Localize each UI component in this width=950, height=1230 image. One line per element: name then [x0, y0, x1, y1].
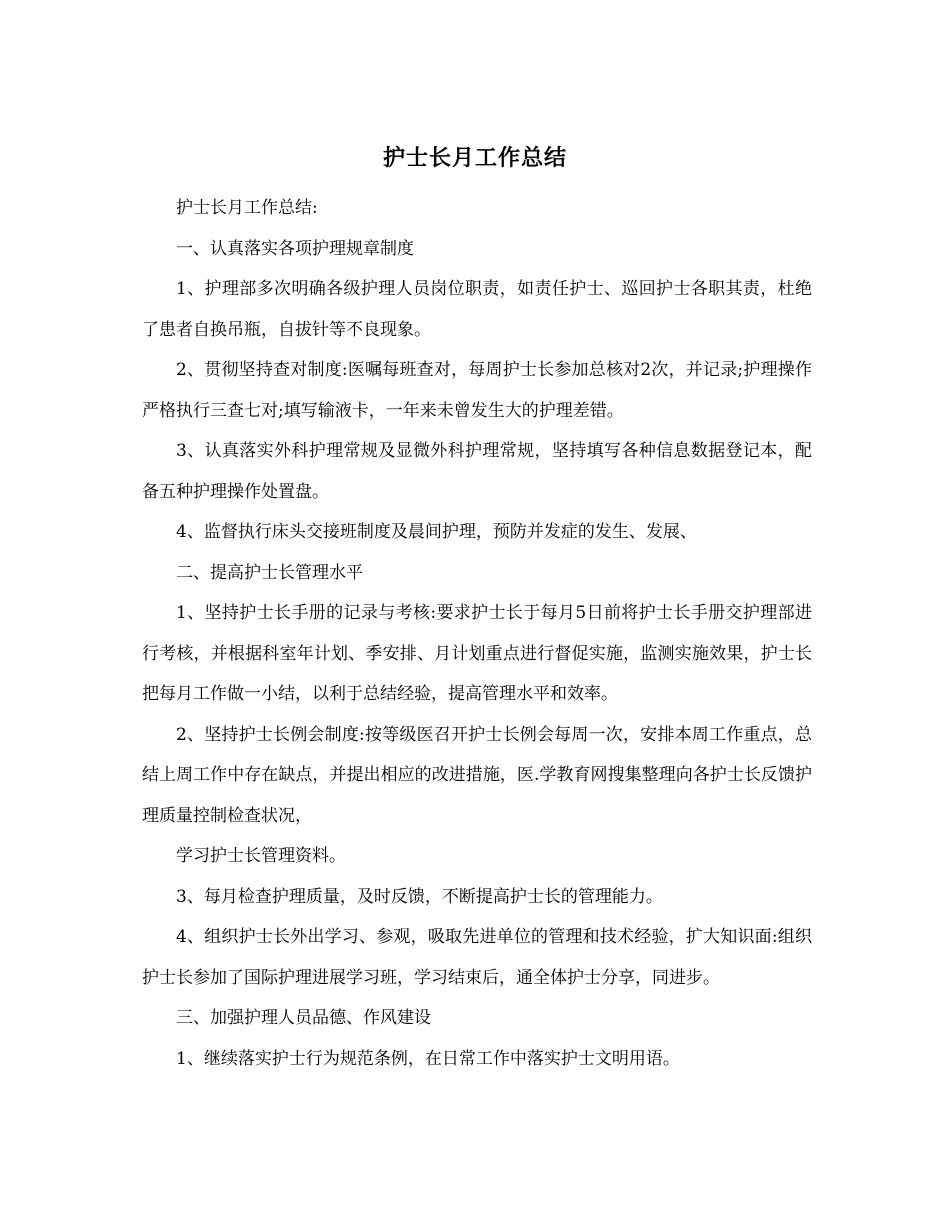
document-title: 护士长月工作总结 [382, 145, 567, 171]
paragraph-2-4: 4、组织护士长外出学习、参观，吸取先进单位的管理和技术经验，扩大知识面:组织护士长参加了国际护理进展学习班，学习结束后，通全体护士分享，同进步。 [142, 927, 812, 988]
section-heading-3: 三、加强护理人员品德、作风建设 [176, 1008, 431, 1028]
section-heading-1: 一、认真落实各项护理规章制度 [176, 238, 414, 259]
paragraph-2-3: 3、每月检查护理质量，及时反馈，不断提高护士长的管理能力。 [176, 886, 663, 907]
paragraph-1-2: 2、贯彻坚持查对制度:医嘱每班查对，每周护士长参加总核对2次，并记录;护理操作严格执行三查七对;填写输液卡，一年来未曾发生大的护理差错。 [142, 360, 812, 421]
paragraph-2-2-continued: 学习护士长管理资料。 [176, 846, 346, 866]
paragraph-1-1: 1、护理部多次明确各级护理人员岗位职责，如责任护士、巡回护士各职其责，杜绝了患者自换吊瓶，自拔针等不良现象。 [142, 279, 812, 340]
paragraph-intro: 护士长月工作总结: [176, 198, 318, 218]
section-heading-2: 二、提高护士长管理水平 [176, 562, 363, 583]
document-body [142, 188, 812, 1079]
paragraph-3-1: 1、继续落实护士行为规范条例，在日常工作中落实护士文明用语。 [176, 1048, 680, 1069]
paragraph-1-4: 4、监督执行床头交接班制度及晨间护理，预防并发症的发生、发展、 [176, 522, 697, 542]
paragraph-2-1: 1、坚持护士长手册的记录与考核:要求护士长于每月5日前将护士长手册交护理部进行考核，并根据科室年计划、季安排、月计划重点进行督促实施，监测实施效果，护士长把每月工作做一小结，以利于总结经验，提高管理水平和效率。 [142, 603, 812, 704]
paragraph-2-2: 2、坚持护士长例会制度:按等级医召开护士长例会每周一次，安排本周工作重点，总结上周工作中存在缺点，并提出相应的改进措施，医.学教育网搜集整理向各护士长反馈护理质量控制检查状况， [142, 724, 812, 826]
paragraph-1-3: 3、认真落实外科护理常规及显微外科护理常规，坚持填写各种信息数据登记本，配备五种护理操作处置盘。 [142, 441, 812, 502]
